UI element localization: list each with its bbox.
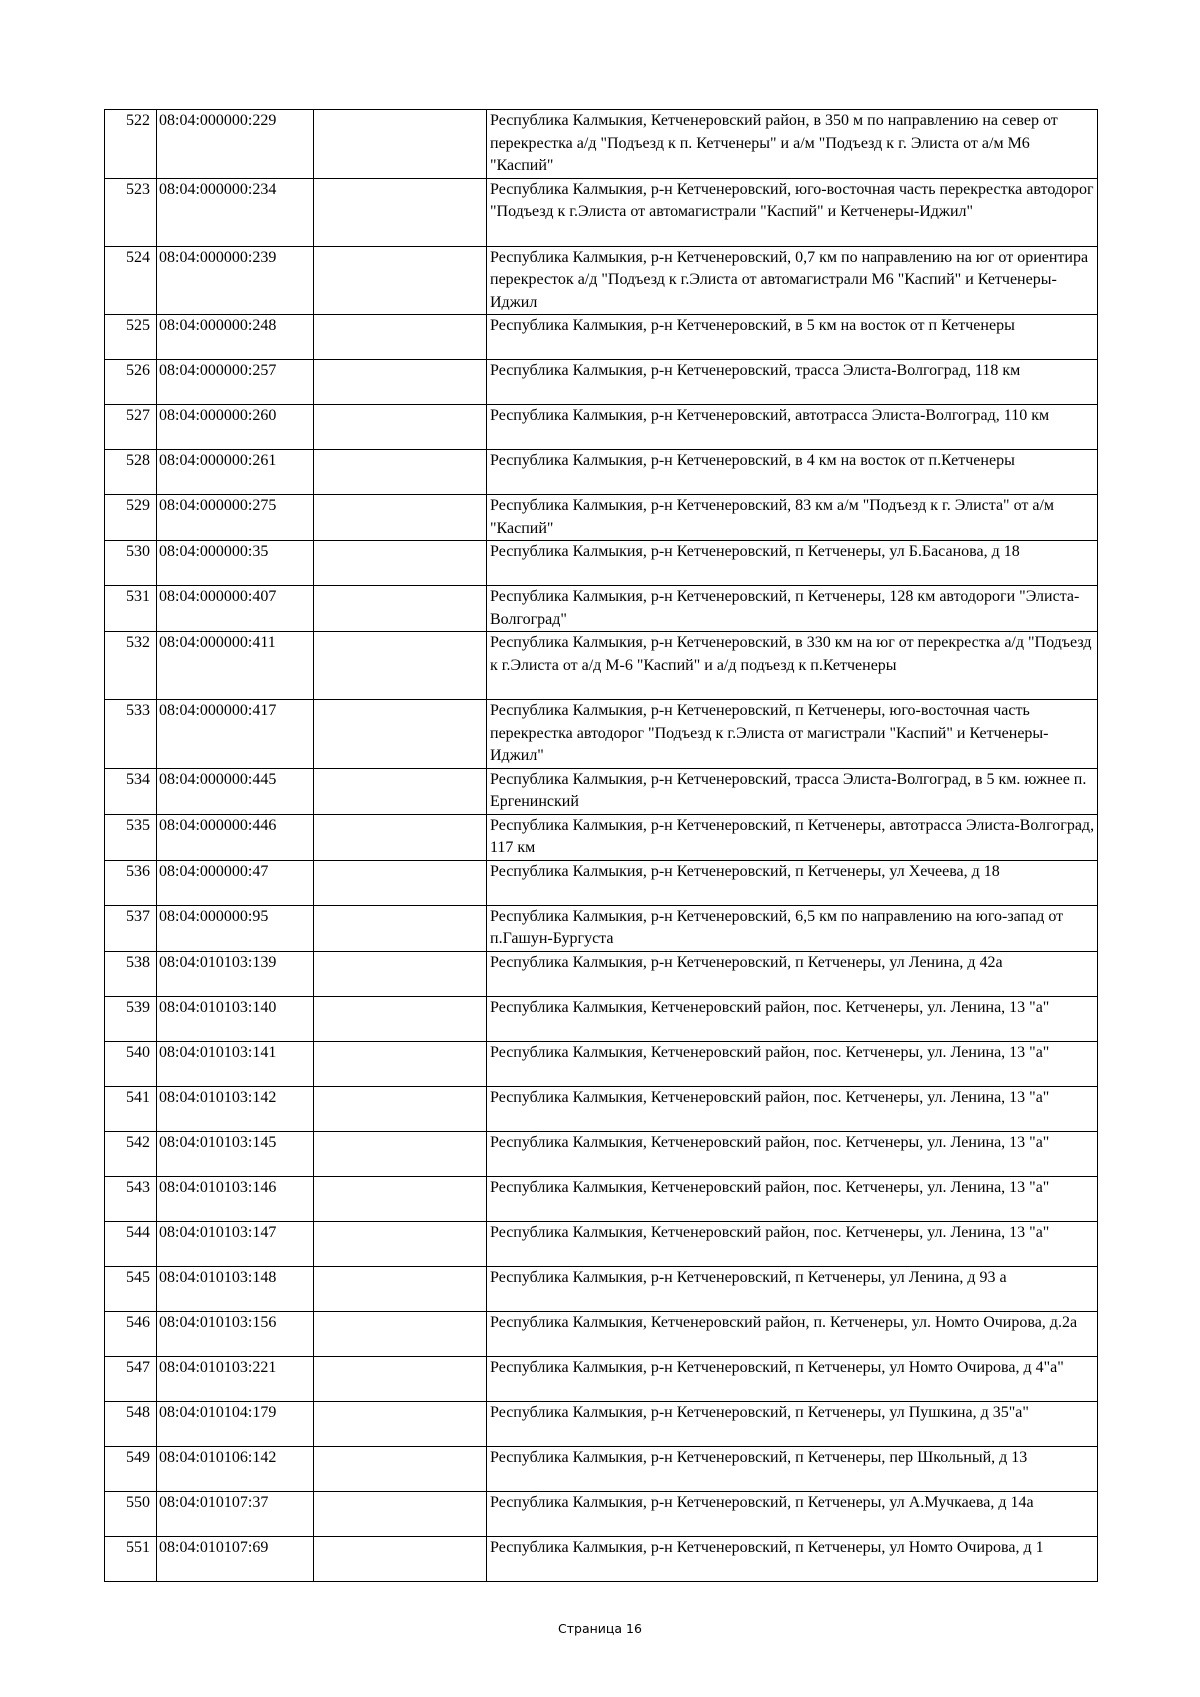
row-number: 530 <box>105 541 157 586</box>
empty-cell <box>314 1176 487 1221</box>
cadastral-number: 08:04:000000:417 <box>157 700 314 769</box>
cadastral-number: 08:04:000000:445 <box>157 768 314 814</box>
empty-cell <box>314 586 487 632</box>
row-number: 525 <box>105 315 157 360</box>
table-row <box>105 1491 1098 1536</box>
row-number: 539 <box>105 996 157 1041</box>
table-row <box>105 1176 1098 1221</box>
address-cell: Республика Калмыкия, р-н Кетченеровский, 0,7 км по направлению на юг от ориентира перекресток а/д "Подъезд к г.Элиста от автомагистрали М6 "Каспий" и Кетченеры-Иджил <box>487 246 1098 315</box>
row-number: 550 <box>105 1491 157 1536</box>
table-row <box>105 951 1098 996</box>
table-row <box>105 632 1098 700</box>
row-number: 533 <box>105 700 157 769</box>
empty-cell <box>314 1221 487 1266</box>
table-row <box>105 1446 1098 1491</box>
row-number: 551 <box>105 1536 157 1581</box>
table-row <box>105 315 1098 360</box>
empty-cell <box>314 1086 487 1131</box>
address-cell: Республика Калмыкия, Кетченеровский район, пос. Кетченеры, ул. Ленина, 13 "а" <box>487 1176 1098 1221</box>
row-number: 547 <box>105 1356 157 1401</box>
table-row <box>105 1221 1098 1266</box>
empty-cell <box>314 1131 487 1176</box>
empty-cell <box>314 495 487 541</box>
table-row <box>105 814 1098 860</box>
address-cell: Республика Калмыкия, Кетченеровский район, пос. Кетченеры, ул. Ленина, 13 "а" <box>487 996 1098 1041</box>
cadastral-number: 08:04:010103:141 <box>157 1041 314 1086</box>
registry-table <box>104 109 1098 1582</box>
row-number: 527 <box>105 405 157 450</box>
table-row <box>105 905 1098 951</box>
cadastral-number: 08:04:000000:95 <box>157 905 314 951</box>
row-number: 546 <box>105 1311 157 1356</box>
empty-cell <box>314 1446 487 1491</box>
row-number: 536 <box>105 860 157 905</box>
row-number: 531 <box>105 586 157 632</box>
table-row <box>105 996 1098 1041</box>
address-cell: Республика Калмыкия, р-н Кетченеровский, п Кетченеры, ул Ленина, д 93 а <box>487 1266 1098 1311</box>
cadastral-number: 08:04:000000:275 <box>157 495 314 541</box>
row-number: 526 <box>105 360 157 405</box>
address-cell: Республика Калмыкия, р-н Кетченеровский, трасса Элиста-Волгоград, в 5 км. южнее п. Ергенинский <box>487 768 1098 814</box>
address-cell: Республика Калмыкия, р-н Кетченеровский, в 330 км на юг от перекрестка а/д "Подъезд к г.Элиста от а/д М-6 "Каспий" и а/д подъезд к п.Кетченеры <box>487 632 1098 700</box>
table-row <box>105 360 1098 405</box>
row-number: 541 <box>105 1086 157 1131</box>
table-row <box>105 1356 1098 1401</box>
row-number: 524 <box>105 246 157 315</box>
cadastral-number: 08:04:000000:411 <box>157 632 314 700</box>
address-cell: Республика Калмыкия, р-н Кетченеровский, п Кетченеры, 128 км автодороги "Элиста-Волгоград" <box>487 586 1098 632</box>
row-number: 528 <box>105 450 157 495</box>
row-number: 534 <box>105 768 157 814</box>
address-cell: Республика Калмыкия, р-н Кетченеровский, п Кетченеры, юго-восточная часть перекрестка автодорог "Подъезд к г.Элиста от магистрали "Каспий" и Кетченеры-Иджил" <box>487 700 1098 769</box>
address-cell: Республика Калмыкия, Кетченеровский район, пос. Кетченеры, ул. Ленина, 13 "а" <box>487 1086 1098 1131</box>
cadastral-number: 08:04:000000:407 <box>157 586 314 632</box>
empty-cell <box>314 996 487 1041</box>
address-cell: Республика Калмыкия, р-н Кетченеровский, п Кетченеры, ул Пушкина, д 35"а" <box>487 1401 1098 1446</box>
table-row <box>105 1266 1098 1311</box>
cadastral-number: 08:04:010107:37 <box>157 1491 314 1536</box>
cadastral-number: 08:04:010103:147 <box>157 1221 314 1266</box>
address-cell: Республика Калмыкия, р-н Кетченеровский, 6,5 км по направлению на юго-запад от п.Гашун-Бургуста <box>487 905 1098 951</box>
empty-cell <box>314 1356 487 1401</box>
table-row <box>105 1536 1098 1581</box>
cadastral-number: 08:04:010103:156 <box>157 1311 314 1356</box>
cadastral-number: 08:04:010107:69 <box>157 1536 314 1581</box>
address-cell: Республика Калмыкия, р-н Кетченеровский, п Кетченеры, ул Номто Очирова, д 1 <box>487 1536 1098 1581</box>
cadastral-number: 08:04:010103:146 <box>157 1176 314 1221</box>
row-number: 523 <box>105 178 157 246</box>
empty-cell <box>314 1266 487 1311</box>
address-cell: Республика Калмыкия, р-н Кетченеровский, п Кетченеры, ул Хечеева, д 18 <box>487 860 1098 905</box>
cadastral-number: 08:04:000000:239 <box>157 246 314 315</box>
empty-cell <box>314 450 487 495</box>
empty-cell <box>314 1491 487 1536</box>
row-number: 532 <box>105 632 157 700</box>
table-row <box>105 1131 1098 1176</box>
cadastral-number: 08:04:010103:221 <box>157 1356 314 1401</box>
address-cell: Республика Калмыкия, р-н Кетченеровский, п Кетченеры, ул Ленина, д 42а <box>487 951 1098 996</box>
empty-cell <box>314 246 487 315</box>
address-cell: Республика Калмыкия, р-н Кетченеровский, юго-восточная часть перекрестка автодорог "Подъезд к г.Элиста от автомагистрали "Каспий" и Кетченеры-Иджил" <box>487 178 1098 246</box>
address-cell: Республика Калмыкия, р-н Кетченеровский, 83 км а/м "Подъезд к г. Элиста" от а/м "Каспий" <box>487 495 1098 541</box>
table-row <box>105 586 1098 632</box>
address-cell: Республика Калмыкия, р-н Кетченеровский, трасса Элиста-Волгоград, 118 км <box>487 360 1098 405</box>
table-row <box>105 1311 1098 1356</box>
cadastral-number: 08:04:000000:47 <box>157 860 314 905</box>
cadastral-number: 08:04:010103:148 <box>157 1266 314 1311</box>
row-number: 543 <box>105 1176 157 1221</box>
cadastral-number: 08:04:010103:139 <box>157 951 314 996</box>
row-number: 544 <box>105 1221 157 1266</box>
address-cell: Республика Калмыкия, р-н Кетченеровский, п Кетченеры, пер Школьный, д 13 <box>487 1446 1098 1491</box>
row-number: 537 <box>105 905 157 951</box>
empty-cell <box>314 700 487 769</box>
empty-cell <box>314 632 487 700</box>
table-row <box>105 495 1098 541</box>
table-row <box>105 768 1098 814</box>
empty-cell <box>314 405 487 450</box>
empty-cell <box>314 1311 487 1356</box>
cadastral-number: 08:04:000000:229 <box>157 110 314 179</box>
cadastral-number: 08:04:010106:142 <box>157 1446 314 1491</box>
address-cell: Республика Калмыкия, р-н Кетченеровский, п Кетченеры, ул А.Мучкаева, д 14а <box>487 1491 1098 1536</box>
row-number: 548 <box>105 1401 157 1446</box>
table-row <box>105 405 1098 450</box>
address-cell: Республика Калмыкия, Кетченеровский район, п. Кетченеры, ул. Номто Очирова, д.2а <box>487 1311 1098 1356</box>
empty-cell <box>314 1041 487 1086</box>
address-cell: Республика Калмыкия, р-н Кетченеровский, п Кетченеры, автотрасса Элиста-Волгоград, 117 км <box>487 814 1098 860</box>
empty-cell <box>314 951 487 996</box>
table-row <box>105 860 1098 905</box>
address-cell: Республика Калмыкия, р-н Кетченеровский, автотрасса Элиста-Волгоград, 110 км <box>487 405 1098 450</box>
empty-cell <box>314 768 487 814</box>
table-row <box>105 700 1098 769</box>
cadastral-number: 08:04:000000:446 <box>157 814 314 860</box>
address-cell: Республика Калмыкия, Кетченеровский район, пос. Кетченеры, ул. Ленина, 13 "а" <box>487 1041 1098 1086</box>
empty-cell <box>314 1536 487 1581</box>
table-row <box>105 246 1098 315</box>
table-row <box>105 1041 1098 1086</box>
address-cell: Республика Калмыкия, Кетченеровский район, пос. Кетченеры, ул. Ленина, 13 "а" <box>487 1131 1098 1176</box>
cadastral-number: 08:04:000000:257 <box>157 360 314 405</box>
empty-cell <box>314 1401 487 1446</box>
address-cell: Республика Калмыкия, р-н Кетченеровский, п Кетченеры, ул Номто Очирова, д 4"а" <box>487 1356 1098 1401</box>
table-row <box>105 1086 1098 1131</box>
cadastral-number: 08:04:000000:260 <box>157 405 314 450</box>
cadastral-number: 08:04:000000:261 <box>157 450 314 495</box>
cadastral-number: 08:04:000000:234 <box>157 178 314 246</box>
cadastral-number: 08:04:010103:145 <box>157 1131 314 1176</box>
cadastral-number: 08:04:000000:248 <box>157 315 314 360</box>
row-number: 540 <box>105 1041 157 1086</box>
row-number: 522 <box>105 110 157 179</box>
row-number: 545 <box>105 1266 157 1311</box>
empty-cell <box>314 541 487 586</box>
address-cell: Республика Калмыкия, Кетченеровский район, пос. Кетченеры, ул. Ленина, 13 "а" <box>487 1221 1098 1266</box>
empty-cell <box>314 860 487 905</box>
cadastral-number: 08:04:010103:140 <box>157 996 314 1041</box>
cadastral-number: 08:04:000000:35 <box>157 541 314 586</box>
row-number: 529 <box>105 495 157 541</box>
empty-cell <box>314 905 487 951</box>
row-number: 535 <box>105 814 157 860</box>
address-cell: Республика Калмыкия, р-н Кетченеровский, п Кетченеры, ул Б.Басанова, д 18 <box>487 541 1098 586</box>
row-number: 538 <box>105 951 157 996</box>
table-row <box>105 1401 1098 1446</box>
page-number: Страница 16 <box>558 1621 642 1636</box>
cadastral-number: 08:04:010103:142 <box>157 1086 314 1131</box>
empty-cell <box>314 814 487 860</box>
cadastral-number: 08:04:010104:179 <box>157 1401 314 1446</box>
table-row <box>105 450 1098 495</box>
table-row <box>105 541 1098 586</box>
address-cell: Республика Калмыкия, Кетченеровский район, в 350 м по направлению на север от перекрестка а/д "Подъезд к п. Кетченеры" и а/м "Подъезд к г. Элиста от а/м М6 "Каспий" <box>487 110 1098 179</box>
address-cell: Республика Калмыкия, р-н Кетченеровский, в 5 км на восток от п Кетченеры <box>487 315 1098 360</box>
table-row <box>105 110 1098 179</box>
empty-cell <box>314 360 487 405</box>
address-cell: Республика Калмыкия, р-н Кетченеровский, в 4 км на восток от п.Кетченеры <box>487 450 1098 495</box>
row-number: 542 <box>105 1131 157 1176</box>
table-row <box>105 178 1098 246</box>
empty-cell <box>314 178 487 246</box>
registry-body <box>105 110 1098 1582</box>
empty-cell <box>314 110 487 179</box>
empty-cell <box>314 315 487 360</box>
row-number: 549 <box>105 1446 157 1491</box>
